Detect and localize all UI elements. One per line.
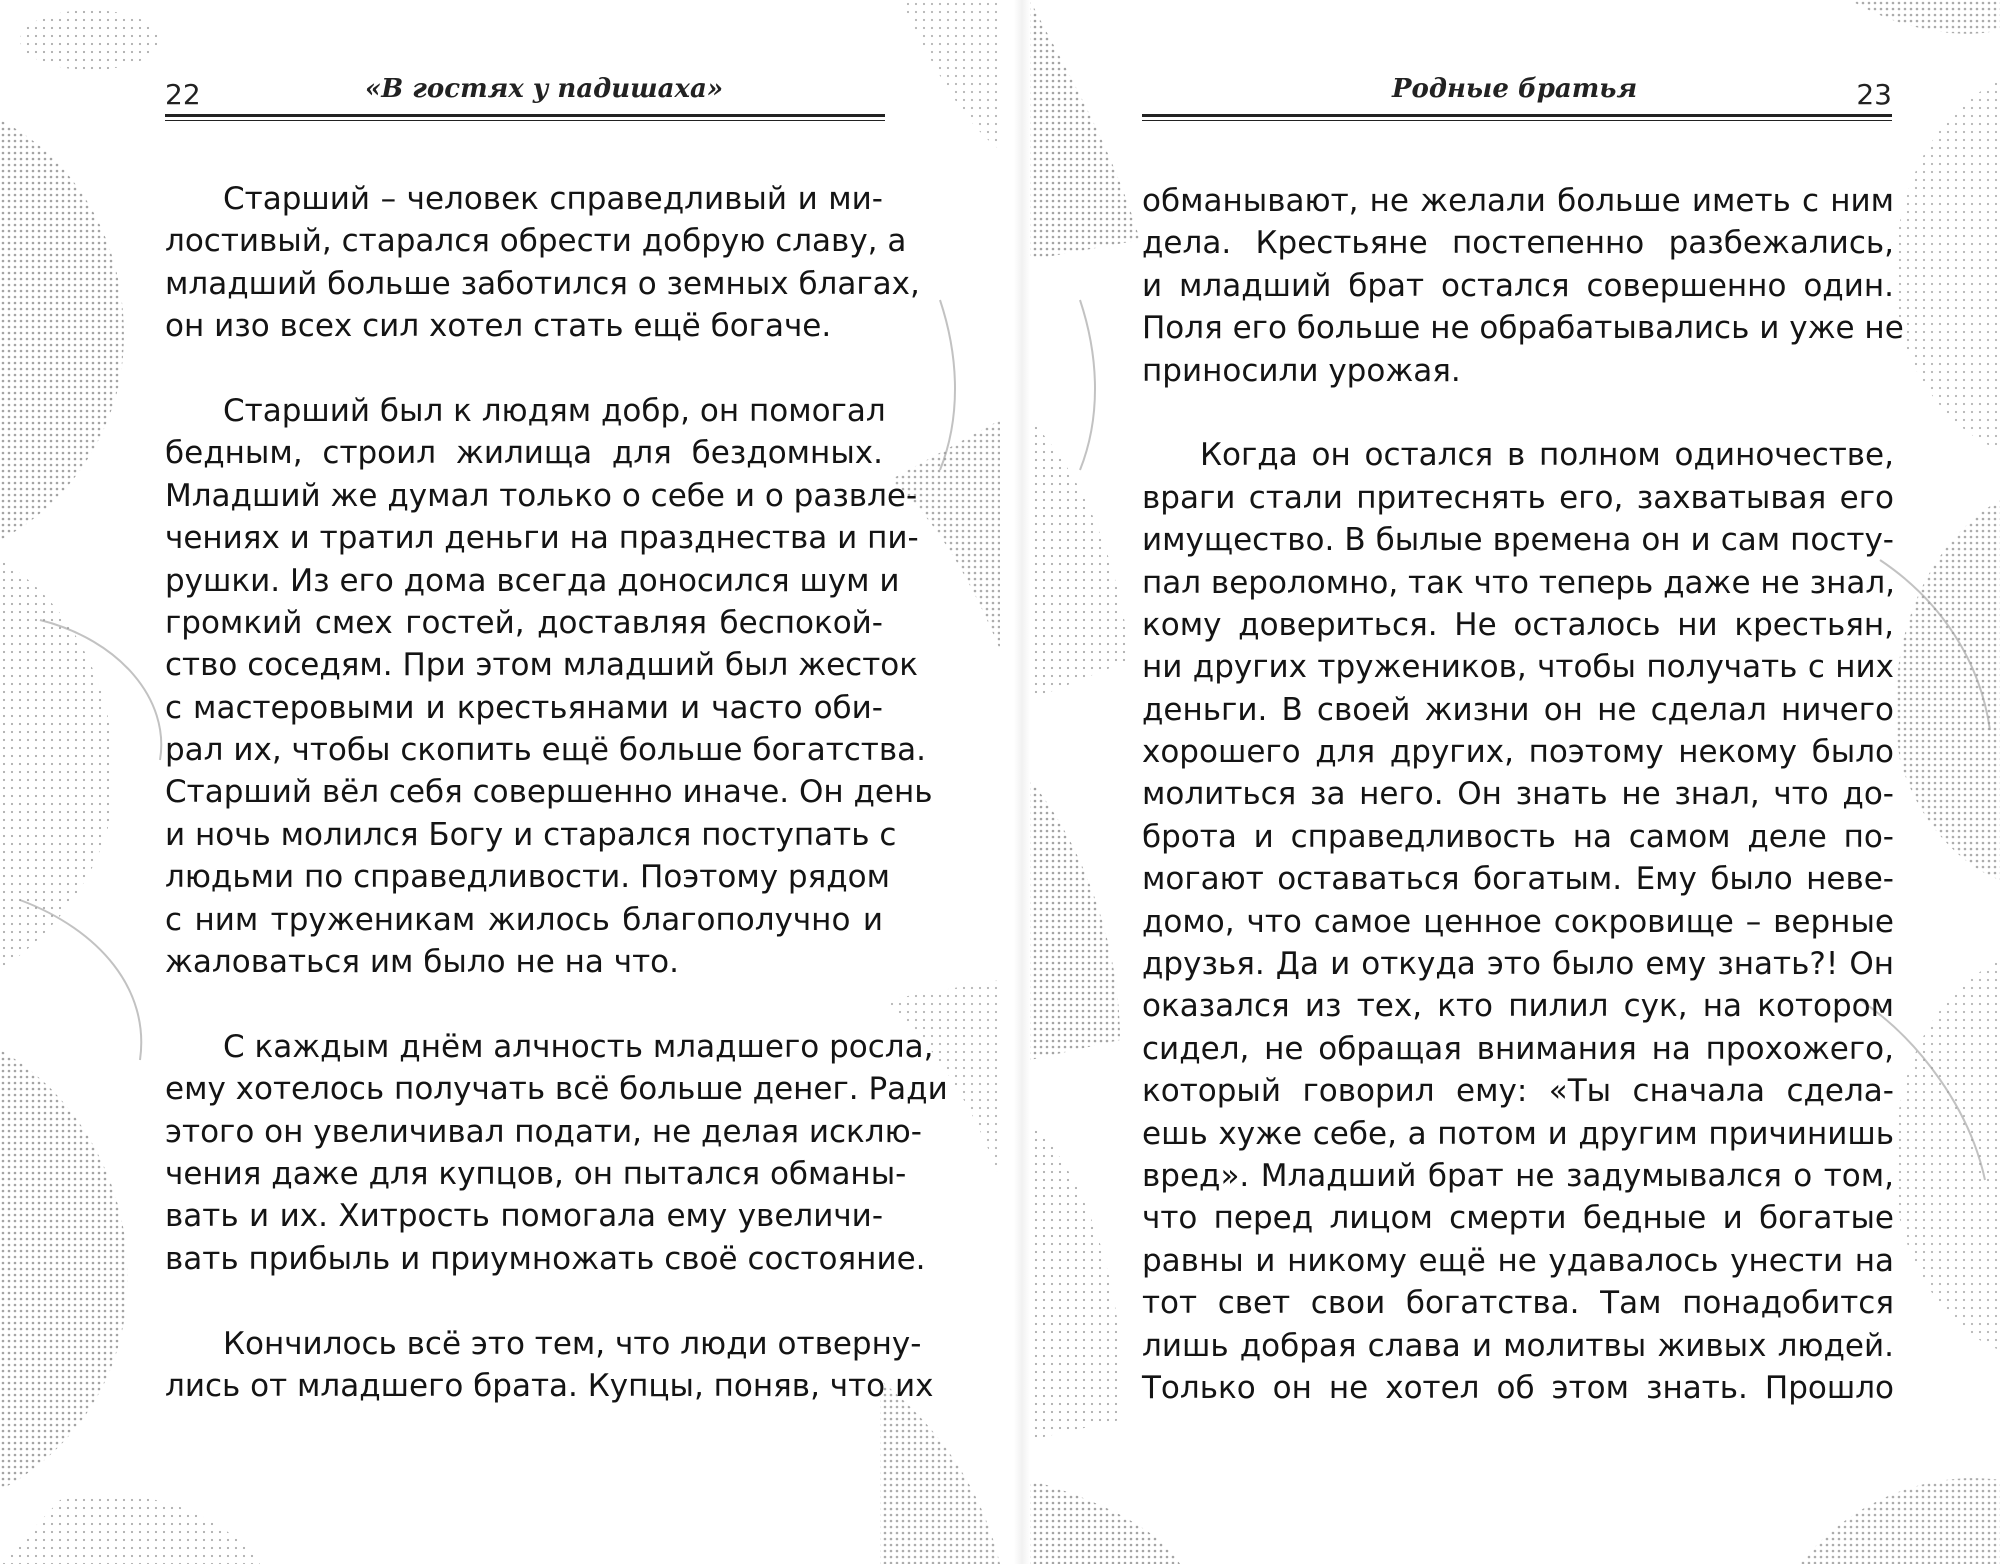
header-rule bbox=[1142, 114, 1892, 121]
text-line: враги стали притеснять его, захватывая его bbox=[1142, 479, 1894, 516]
paragraph-gap bbox=[165, 348, 883, 390]
text-line: с мастеровыми и крестьянами и часто оби- bbox=[165, 689, 883, 726]
running-title: «В гостях у падишаха» bbox=[365, 74, 724, 104]
page-gutter bbox=[1014, 0, 1030, 1564]
text-line: с ним труженикам жилось благополучно и bbox=[165, 901, 883, 938]
text-line: Кончилось всё это тем, что люди отверну- bbox=[223, 1325, 922, 1362]
text-line: бедным, строил жилища для бездомных. bbox=[165, 435, 883, 472]
text-line: тот свет свои богатства. Там понадобится bbox=[1142, 1285, 1894, 1322]
text-line: который говорил ему: «Ты сначала сдела- bbox=[1142, 1073, 1894, 1110]
text-line: рал их, чтобы скопить ещё больше богатства. bbox=[165, 732, 926, 769]
running-title: Родные братья bbox=[1392, 74, 1638, 104]
text-line: вать прибыль и приумножать своё состояние. bbox=[165, 1240, 926, 1277]
text-line: рушки. Из его дома всегда доносился шум и bbox=[165, 562, 900, 599]
text-line: Старший – человек справедливый и ми- bbox=[223, 181, 883, 217]
text-line: Старший был к людям добр, он помогал bbox=[223, 392, 886, 429]
text-line: ешь хуже себе, а потом и другим причинишь bbox=[1142, 1115, 1894, 1152]
text-line: ство соседям. При этом младший был жесток bbox=[165, 647, 918, 684]
text-line: брота и справедливость на самом деле по- bbox=[1142, 818, 1894, 855]
text-line: и ночь молился Богу и старался поступать с bbox=[165, 816, 897, 853]
text-line: Когда он остался в полном одиночестве, bbox=[1200, 437, 1894, 474]
right-page bbox=[1030, 0, 2000, 1564]
text-line: людьми по справедливости. Поэтому рядом bbox=[165, 859, 891, 896]
text-line: хорошего для других, поэтому некому было bbox=[1142, 734, 1894, 771]
text-line: С каждым днём алчность младшего росла, bbox=[223, 1028, 934, 1065]
text-line: младший больше заботился о земных благах, bbox=[165, 265, 920, 302]
text-line: могают оставаться богатым. Ему было неве- bbox=[1142, 861, 1894, 898]
text-line: вать и их. Хитрость помогала ему увеличи- bbox=[165, 1198, 883, 1235]
paragraph-gap bbox=[165, 1280, 883, 1322]
text-line: приносили урожая. bbox=[1142, 352, 1461, 389]
text-line: ни других тружеников, чтобы получать с них bbox=[1142, 649, 1894, 686]
page-number: 22 bbox=[165, 78, 201, 111]
text-line: домо, что самое ценное сокровище – верные bbox=[1142, 903, 1894, 940]
text-line: равны и никому ещё не удавалось унести на bbox=[1142, 1242, 1894, 1279]
left-page-text bbox=[165, 178, 948, 1407]
text-line: и младший брат остался совершенно один. bbox=[1142, 267, 1894, 304]
text-line: обманывают, не желали больше иметь с ним bbox=[1142, 183, 1894, 219]
paragraph-gap bbox=[165, 983, 883, 1025]
text-line: Поля его больше не обрабатывались и уже не bbox=[1142, 310, 1904, 347]
text-line: Младший же думал только о себе и о развле- bbox=[165, 477, 918, 514]
header-rule bbox=[165, 114, 885, 121]
right-page-text bbox=[1142, 180, 1904, 1409]
text-line: ему хотелось получать всё больше денег. Ради bbox=[165, 1071, 948, 1108]
text-line: деньги. В своей жизни он не сделал ничего bbox=[1142, 691, 1894, 728]
text-line: друзья. Да и откуда это было ему знать?! Он bbox=[1142, 946, 1894, 983]
text-line: лостивый, старался обрести добрую славу, а bbox=[165, 223, 907, 260]
text-line: что перед лицом смерти бедные и богатые bbox=[1142, 1200, 1894, 1237]
text-line: Только он не хотел об этом знать. Прошло bbox=[1142, 1369, 1894, 1406]
text-line: молиться за него. Он знать не знал, что до- bbox=[1142, 776, 1894, 813]
text-line: лишь добрая слава и молитвы живых людей. bbox=[1142, 1327, 1894, 1364]
text-line: кому довериться. Не осталось ни крестьян, bbox=[1142, 606, 1894, 643]
text-line: сидел, не обращая внимания на прохожего, bbox=[1142, 1030, 1894, 1067]
right-page-header bbox=[1142, 70, 1892, 120]
paragraph-gap bbox=[1142, 392, 1894, 434]
text-line: вред». Младший брат не задумывался о том, bbox=[1142, 1157, 1894, 1194]
text-line: лись от младшего брата. Купцы, поняв, что их bbox=[165, 1367, 934, 1404]
text-line: дела. Крестьяне постепенно разбежались, bbox=[1142, 225, 1894, 262]
text-line: громкий смех гостей, доставляя беспокой- bbox=[165, 604, 883, 641]
text-line: этого он увеличивал подати, не делая исклю- bbox=[165, 1113, 922, 1150]
text-line: имущество. В былые времена он и сам посту- bbox=[1142, 522, 1894, 559]
text-line: пал вероломно, так что теперь даже не знал, bbox=[1142, 564, 1896, 601]
text-line: чения даже для купцов, он пытался обманы- bbox=[165, 1155, 907, 1192]
text-line: оказался из тех, кто пилил сук, на котором bbox=[1142, 988, 1894, 1025]
text-line: жаловаться им было не на что. bbox=[165, 944, 679, 981]
text-line: Старший вёл себя совершенно иначе. Он день bbox=[165, 774, 933, 811]
page-number: 23 bbox=[1856, 78, 1892, 111]
text-line: чениях и тратил деньги на празднества и пи- bbox=[165, 520, 919, 557]
left-page-header bbox=[165, 70, 885, 120]
text-line: он изо всех сил хотел стать ещё богаче. bbox=[165, 308, 832, 345]
